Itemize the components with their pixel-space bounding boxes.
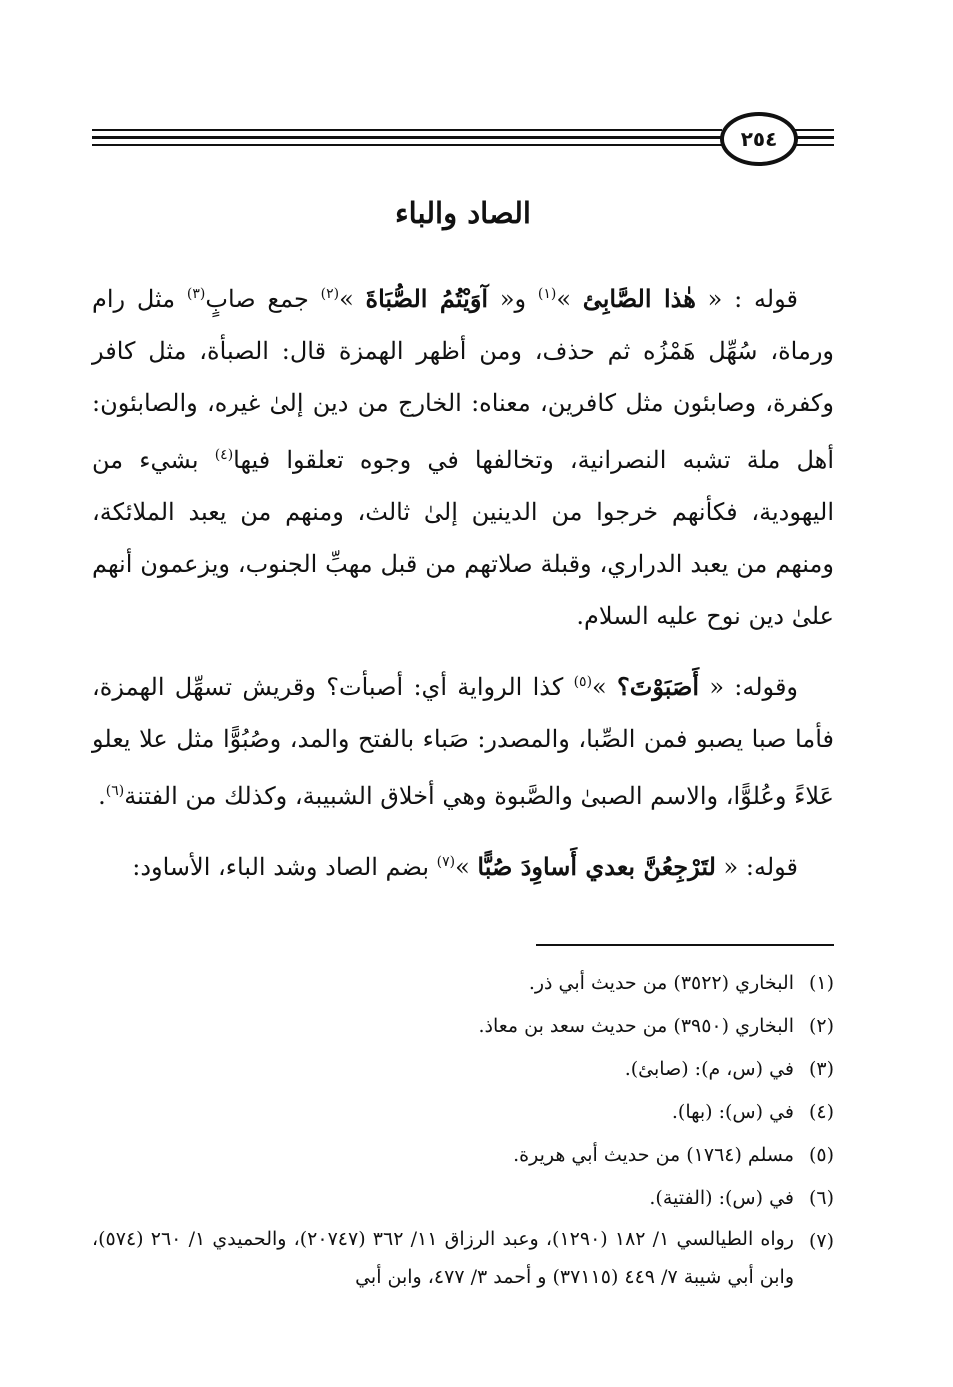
text-run: مثل رام ورماة، سُهِّل هَمْزُه ثم حذف، ومن أظهر الهمزة قال: الصبأة، مثل كافر وكفرة، وصابئون مثل كافرين، معناه: الخارج من دين إلىٰ غيره، والصابئون: أهل ملة تشبه النصرانية، وتخالفها في وجوه تعلقوا فيها — [92, 285, 834, 474]
page-header — [92, 112, 834, 162]
footnote-text: في (س، م): (صابئ). — [624, 1058, 794, 1080]
footnote-text: في (س): (الفتية). — [649, 1187, 794, 1209]
text-run: جمع صابٍ — [205, 285, 321, 313]
footnote-number: (٣) — [808, 1058, 834, 1080]
text-run: » — [455, 853, 478, 881]
footnote-ref: (١) — [537, 286, 557, 302]
paragraph — [92, 836, 834, 893]
text-run: . — [98, 782, 106, 810]
paragraph — [92, 268, 834, 642]
text-run: بضم الصاد وشد الباء، الأساود: — [132, 853, 437, 881]
footnote-ref: (٦) — [105, 783, 125, 799]
footnote-ref: (٥) — [573, 674, 593, 690]
footnote-number: (٥) — [808, 1144, 834, 1166]
footnote-text: في (س): (بها). — [671, 1101, 794, 1123]
text-run: » — [556, 285, 583, 313]
header-rule — [794, 136, 834, 139]
footnote-number: (٦) — [808, 1187, 834, 1209]
footnote — [92, 1048, 834, 1091]
footnote-ref: (٤) — [214, 447, 234, 463]
hadith-quote: آوَيْتُمُ الصُّبَاةَ — [365, 284, 489, 313]
hadith-quote: هٰذا الصَّابِئ — [582, 284, 696, 313]
header-rule — [92, 144, 722, 146]
footnote — [92, 1220, 834, 1296]
text-run: كذا الرواية أي: أصبأت؟ وقريش تسهِّل الهمزة، فأما صبا يصبو فمن الصِّبا، والمصدر: صَباء بالفتح والمد، وصُبُوًّا مثل علا يعلو عَلاءً وعُلوًّا، والاسم الصبىٰ والصَّبوة وهي أخلاق الشبيبة، وكذلك من الفتنة — [92, 673, 834, 810]
section-title: الصاد والباء — [394, 196, 531, 230]
paragraph — [92, 656, 834, 822]
text-run: بشيء من اليهودية، فكأنهم خرجوا من الدينين إلىٰ ثالث، ومنهم من يعبد الملائكة، ومنهم من يعبد الدراري، وقبلة صلاتهم من قبل مهبِّ الجنوب، ويزعمون أنهم علىٰ دين نوح عليه السلام. — [92, 446, 835, 630]
footnote-ref: (٣) — [186, 286, 206, 302]
footnote-number: (١) — [808, 972, 834, 994]
hadith-quote: أَصَبَوْتَ؟ — [617, 672, 700, 701]
hadith-quote: لتَرْجِعُنَّ بعدي أَساوِدَ صُبًّا — [477, 852, 716, 881]
footnote-number: (٢) — [808, 1015, 834, 1037]
text-run: » — [339, 285, 366, 313]
footnote-number: (٧) — [808, 1230, 834, 1252]
header-rule — [92, 136, 722, 139]
footnote — [92, 1005, 834, 1048]
footnote-ref: (٢) — [320, 286, 340, 302]
footnote — [92, 1177, 834, 1220]
footnote-text: البخاري (٣٥٢٢) من حديث أبي ذر. — [528, 972, 794, 994]
text-run: قوله: « — [715, 853, 798, 881]
footnote-text: البخاري (٣٩٥٠) من حديث سعد بن معاذ. — [478, 1015, 794, 1037]
footnote-ref: (٧) — [436, 854, 456, 870]
footnote-separator — [536, 944, 834, 946]
text-run: وقوله: « — [699, 673, 799, 701]
page-number: ٢٥٤ — [720, 112, 798, 166]
footnote-text: رواه الطيالسي ١/ ١٨٢ (١٢٩٠)، وعبد الرزاق ١١/ ٣٦٢ (٢٠٧٤٧)، والحميدي ١/ ٢٦٠ (٥٧٤)، وابن أبي شيبة ٧/ ٤٤٩ (٣٧١١٥) و أحمد ٣/ ٤٧٧، وابن أبي — [92, 1228, 794, 1288]
text-run: » — [592, 673, 617, 701]
footnote — [92, 1134, 834, 1177]
footnote-number: (٤) — [808, 1101, 834, 1123]
text-run: قوله : « — [695, 285, 798, 313]
footnote — [92, 1091, 834, 1134]
header-rule — [794, 129, 834, 131]
main-text — [92, 268, 834, 907]
footnote — [92, 962, 834, 1005]
header-rule — [794, 144, 834, 146]
text-run: و« — [488, 285, 538, 313]
footnotes — [92, 962, 834, 1296]
footnote-text: مسلم (١٧٦٤) من حديث أبي هريرة. — [513, 1144, 794, 1166]
header-rule — [92, 129, 722, 131]
